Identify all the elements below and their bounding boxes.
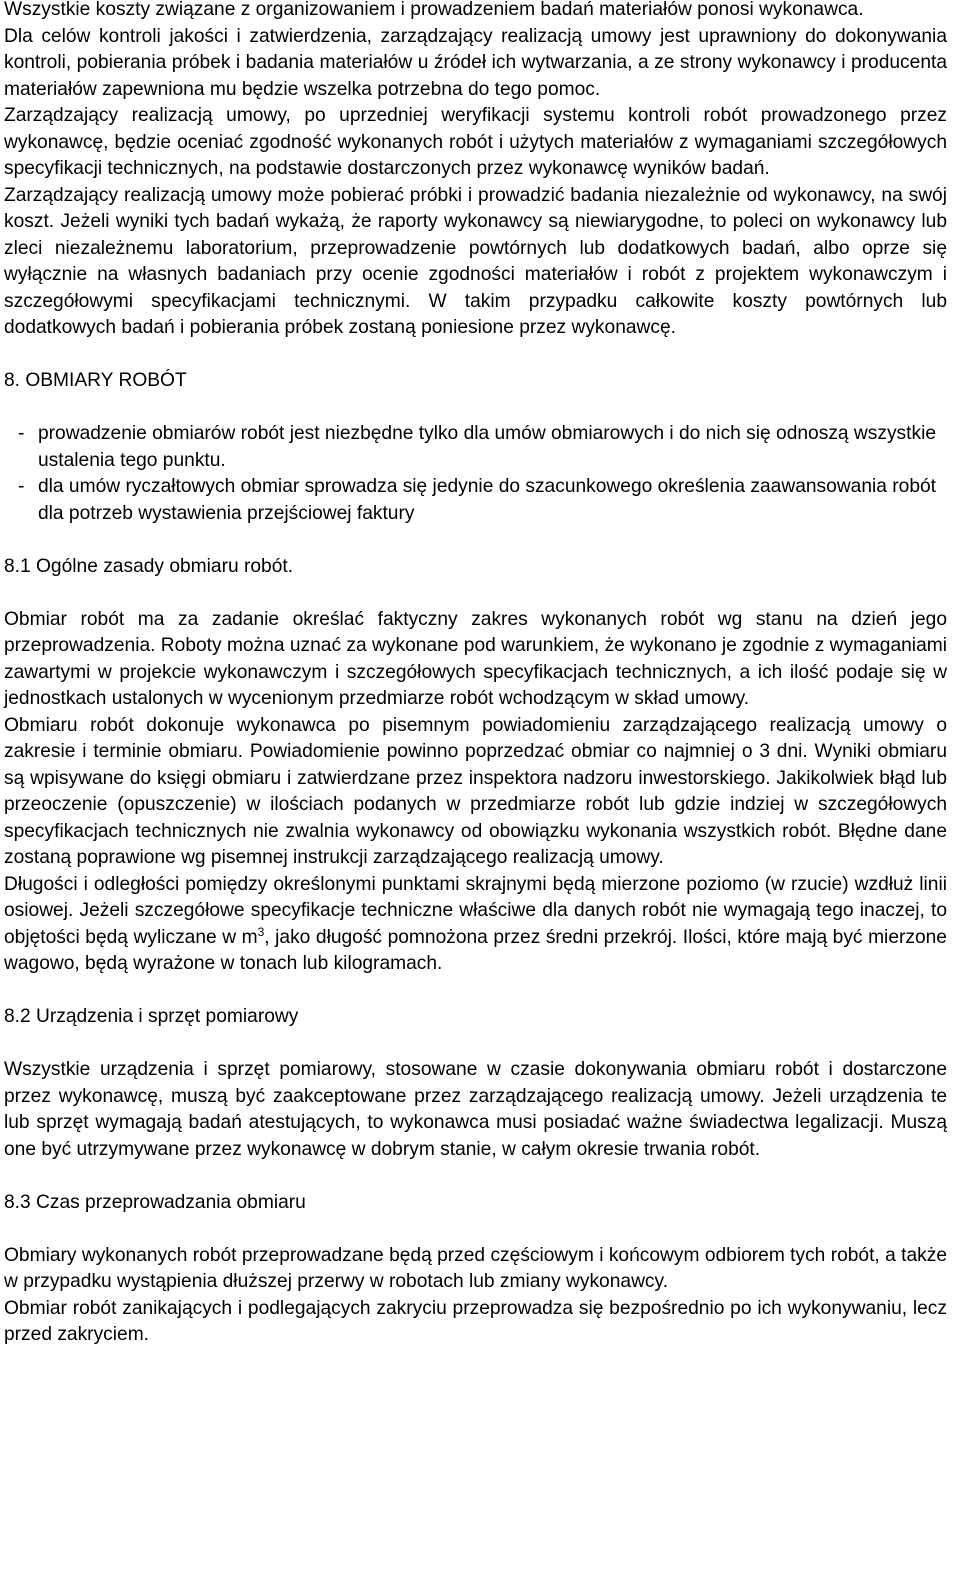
spacer	[4, 1163, 947, 1190]
document-page	[4, 0, 947, 1349]
spacer	[4, 395, 947, 422]
spacer	[4, 1031, 947, 1058]
bullet-dash: -	[18, 476, 25, 497]
section-8-2-heading: 8.2 Urządzenia i sprzęt pomiarowy	[4, 1006, 299, 1027]
list-item	[4, 474, 947, 527]
section-8-heading: 8. OBMIARY ROBÓT	[4, 370, 187, 391]
bullet-dash: -	[18, 423, 25, 444]
section-8-1-heading: 8.1 Ogólne zasady obmiaru robót.	[4, 555, 294, 577]
list-item-text: dla umów ryczałtowych obmiar sprowadza się jedynie do szacunkowego określenia zaawansowania robót dla potrzeb wystawienia przejściowej faktury	[38, 476, 937, 524]
spacer	[4, 978, 947, 1005]
spacer	[4, 342, 947, 369]
section-8-1-paragraph-scope: Obmiar robót ma za zadanie określać faktyczny zakres wykonanych robót wg stanu na dzień jego przeprowadzenia. Roboty można uznać za wykonane pod warunkiem, że wykonano je zgodnie z wymaganiami zawartymi w projekcie wykonawczym i szczegółowych specyfikacjach technicznych, a ich ilość podaje się w jednostkach ustalonych w wycenionym przedmiarze robót wchodzącym w skład umowy.	[4, 608, 947, 709]
section-8-3-paragraph-covered-works: Obmiar robót zanikających i podlegających zakryciu przeprowadza się bezpośrednio po ich wykonywaniu, lecz przed zakryciem.	[4, 1297, 947, 1345]
intro-paragraph-costs: Wszystkie koszty związane z organizowaniem i prowadzeniem badań materiałów ponosi wykonawca.	[4, 0, 864, 20]
spacer	[4, 527, 947, 554]
section-8-3-heading: 8.3 Czas przeprowadzania obmiaru	[4, 1191, 306, 1213]
measurement-text-after: , jako długość pomnożona przez średni przekrój. Ilości, które mają być mierzone wagowo, będą wyrażone w tonach lub kilogramach.	[4, 926, 947, 974]
list-item	[4, 421, 947, 474]
section-8-1-paragraph-measurement	[4, 872, 947, 978]
intro-paragraph-quality-control: Dla celów kontroli jakości i zatwierdzenia, zarządzający realizacją umowy jest uprawniony do dokonywania kontroli, pobierania próbek i badania materiałów u źródeł ich wytwarzania, a ze strony wykonawcy i producenta materiałów zapewniona mu będzie wszelka potrzebna do tego pomoc.	[4, 25, 947, 100]
superscript-exponent: 3	[257, 924, 265, 939]
section-8-2-paragraph-equipment: Wszystkie urządzenia i sprzęt pomiarowy, stosowane w czasie dokonywania obmiaru robót i dostarczone przez wykonawcę, muszą być zaakceptowane przez zarządzającego realizacją umowy. Jeżeli urządzenia te lub sprzęt wymagają badań atestujących, to wykonawca musi posiadać ważne świadectwa legalizacji. Muszą one być utrzymywane przez wykonawcę w dobrym stanie, w całym okresie trwania robót.	[4, 1059, 947, 1160]
intro-paragraph-verification: Zarządzający realizacją umowy, po uprzedniej weryfikacji systemu kontroli robót prowadzonego przez wykonawcę, będzie oceniać zgodność wykonanych robót i użytych materiałów z wymaganiami szczegółowych specyfikacji technicznych, na podstawie dostarczonych przez wykonawcę wyników badań.	[4, 105, 947, 179]
section-8-1-paragraph-procedure: Obmiaru robót dokonuje wykonawca po pisemnym powiadomieniu zarządzającego realizacją umowy o zakresie i terminie obmiaru. Powiadomienie powinno poprzedzać obmiar co najmniej o 3 dni. Wyniki obmiaru są wpisywane do księgi obmiaru i zatwierdzane przez inspektora nadzoru inwestorskiego. Jakikolwiek błąd lub przeoczenie (opuszczenie) w ilościach podanych w przedmiarze robót lub gdzie indziej w szczegółowych specyfikacjach technicznych nie zwalnia wykonawcy od obowiązku wykonania wszystkich robót. Błędne dane zostaną poprawione wg pisemnej instrukcji zarządzającego realizacją umowy.	[4, 714, 947, 868]
section-8-3-paragraph-timing: Obmiary wykonanych robót przeprowadzane będą przed częściowym i końcowym odbiorem tych robót, a także w przypadku wystąpienia dłuższej przerwy w robotach lub zmiany wykonawcy.	[4, 1244, 947, 1292]
intro-paragraph-independent-tests: Zarządzający realizacją umowy może pobierać próbki i prowadzić badania niezależnie od wykonawcy, na swój koszt. Jeżeli wyniki tych badań wykażą, że raporty wykonawcy są niewiarygodne, to poleci on wykonawcy lub zleci niezależnemu laboratorium, przeprowadzenie powtórnych lub dodatkowych badań, albo oprze się wyłącznie na własnych badaniach przy ocenie zgodności materiałów i robót z projektem wykonawczym i szczegółowymi specyfikacjami technicznymi. W takim przypadku całkowite koszty powtórnych lub dodatkowych badań i pobierania próbek zostaną poniesione przez wykonawcę.	[4, 184, 947, 338]
list-item-text: prowadzenie obmiarów robót jest niezbędne tylko dla umów obmiarowych i do nich się odnoszą wszystkie ustalenia tego punktu.	[38, 423, 936, 471]
measurement-text-before: Długości i odległości pomiędzy określonymi punktami skrajnymi będą mierzone poziomo (w rzucie) wzdłuż linii osiowej. Jeżeli szczegółowe specyfikacje techniczne właściwe dla danych robót nie wymagają tego inaczej, to objętości będą wyliczane w m	[4, 873, 947, 948]
spacer	[4, 580, 947, 607]
spacer	[4, 1216, 947, 1243]
section-8-bullet-list	[4, 421, 947, 527]
